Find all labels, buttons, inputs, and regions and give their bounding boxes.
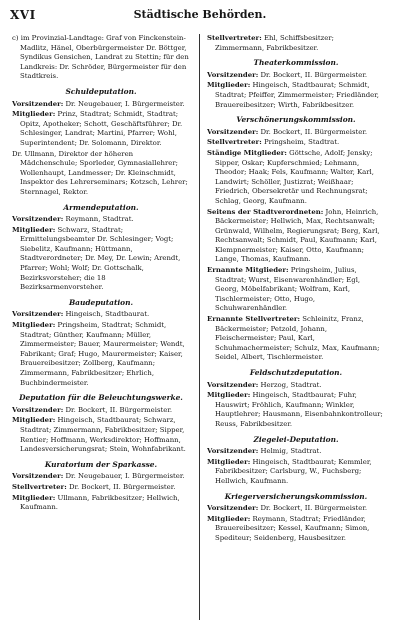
entry-label: Vorsitzender: xyxy=(207,70,259,79)
entry xyxy=(207,504,385,514)
entry xyxy=(207,149,385,207)
entry xyxy=(12,150,190,198)
running-title: Städtische Behörden. xyxy=(133,8,267,21)
entry-label: Vorsitzender: xyxy=(207,127,259,136)
entry-text: Dr. Bockert, II. Bürgermeister. xyxy=(260,504,368,513)
entry xyxy=(207,315,385,363)
entry-label: Mitglieder: xyxy=(12,493,56,502)
entry-label: Stellvertreter: xyxy=(207,34,262,42)
entry-text: Reymann, Stadtrat; Friedländer, Brauereibesitzer; Kessel, Kaufmann; Simon, Spediteur; Seidenberg, Hausbesitzer. xyxy=(215,514,370,542)
entry xyxy=(207,34,385,53)
entry xyxy=(12,100,190,110)
section-heading: Theaterkommission. xyxy=(253,58,339,68)
entry xyxy=(12,416,190,454)
entry-label: Vorsitzender: xyxy=(207,447,259,456)
entry-text: Pringsheim, Stadtrat; Schmidt, Stadtrat; Günther, Kaufmann; Müller, Zimmermeister; Bauer, Maurermeister; Wendt, Fabrikant; Graf; Hugo, Maurermeister; Kaiser, Brauereibesitzer; Zollberg, Kaufmann; Zimmermann, Fabrikbesitzer; Ehrlich, Buchbindermeister. xyxy=(20,321,185,387)
entry xyxy=(207,391,385,429)
entry-label: Vorsitzender: xyxy=(207,380,259,389)
entry xyxy=(12,406,190,416)
entry-text: Schwarz, Stadtrat; Ermittelungsbeamter Dr. Schlesinger; Vogt; Siebelitz, Kaufmann; Hüttmann, Stadtverordneter; Dr. Mey, Dr. Lewin; Arendt, Pfarrer; Wohl; Wolf; Dr. Gottschalk, Bezirksvorsteher; die 18 Bezirksarmenvorsteher. xyxy=(20,225,181,292)
entry-label: Mitglieder: xyxy=(12,416,56,425)
entry-label: Mitglieder: xyxy=(12,110,56,119)
section-heading: Kuratorium der Sparkasse. xyxy=(44,459,158,469)
entry-text: Dr. Neugebauer, I. Bürgermeister. xyxy=(65,99,185,108)
entry-label: Vorsitzender: xyxy=(12,215,64,224)
entry xyxy=(207,138,385,148)
entry-label: Mitglieder: xyxy=(12,321,56,330)
entry-label: Mitglieder: xyxy=(207,391,251,400)
entry xyxy=(207,81,385,110)
entry xyxy=(207,515,385,544)
entry-label: Vorsitzender: xyxy=(207,504,259,513)
entry-text: Pringsheim, Julius, Stadtrat; Wurst, Eisenwarenhändler; Egl, Georg, Möbelfabrikant; Wolfram, Karl, Tischlermeister; Otto, Hugo, Schuhwarenhändler. xyxy=(215,266,361,313)
entry-text: Hingeisch, Stadtbaurat; Schwarz, Stadtrat; Zimmermann, Fabrikbesitzer; Sipper, Rentier; Hoffmann, Werksdirektor; Hoffmann, Landesversicherungsrat; Stein, Wohnfabrikant. xyxy=(20,416,186,454)
page-number: XVI xyxy=(10,8,36,22)
entry xyxy=(12,483,190,493)
entry-text: Göttsche, Adolf; Jensky; Sipper, Oskar; Kupferschmied; Lehmann, Theodor; Haak; Fels, Kaufmann; Walter, Karl, Landwirt; Schöller, Justizrat; Weißhaar; Friedrich, Obersekretär und Rechnungsrat; Schlag, Georg, Kaufmann. xyxy=(215,148,374,205)
entry-label: Vorsitzender: xyxy=(12,310,64,319)
entry xyxy=(207,266,385,314)
section-heading: Deputation für die Beleuchtungswerke. xyxy=(19,393,183,403)
entry-text: Reymann, Stadtrat. xyxy=(65,215,134,224)
entry-text: Dr. Bockert, II. Bürgermeister. xyxy=(65,405,173,414)
section-heading: Kriegerversicherungskommission. xyxy=(224,491,368,501)
entry-label: Mitglieder: xyxy=(207,514,251,523)
entry-label: Stellvertreter: xyxy=(207,138,262,147)
entry-text: c) im Provinzial-Landtage: Graf von Finckenstein-Madlitz, Hänel, Oberbürgermeister Dr. Böttger, Syndikus Gensichen, Landrat zu Stettin; für den Landkreis: Dr. Schröder, Bürgermeister für den Stadtkreis. xyxy=(12,34,189,81)
entry xyxy=(207,381,385,391)
entry-text: Dr. Bockert, II. Bürgermeister. xyxy=(260,70,368,79)
entry-label: Ernannte Stellvertreter: xyxy=(207,315,301,324)
entry xyxy=(12,34,190,82)
entry-label: Vorsitzender: xyxy=(12,99,64,108)
entry-label: Vorsitzender: xyxy=(12,472,64,481)
entry-label: Ständige Mitglieder: xyxy=(207,148,287,157)
entry xyxy=(12,110,190,148)
entry xyxy=(12,472,190,482)
entry-text: Helmig, Stadtrat. xyxy=(260,447,322,456)
entry xyxy=(12,215,190,225)
column-divider xyxy=(199,34,200,620)
entry-text: Herzog, Stadtrat. xyxy=(260,380,322,389)
entry xyxy=(12,226,190,293)
entry-text: Prinz, Stadtrat; Schmidt, Stadtrat; Opitz, Apotheker; Schott, Geschäftsführer; Dr. Schlesinger, Landrat; Martini, Pfarrer; Wohl, Superintendent; Dr. Solomann, Direktor. xyxy=(20,110,183,147)
section-heading: Baudeputation. xyxy=(68,297,134,307)
entry xyxy=(207,447,385,457)
entry-text: Dr. Bockert, II. Bürgermeister. xyxy=(68,482,176,491)
entry xyxy=(207,208,385,266)
entry-text: Schleinitz, Franz, Bäckermeister; Petzold, Johann, Fleischermeister; Paul, Karl, Schuhmachermeister; Schulz, Max, Kaufmann; Seidel, Albert, Tischlermeister. xyxy=(215,315,380,362)
entry-text: Hingeisch, Stadtbaurat; Schmidt, Stadtrat; Pfeiffer, Zimmermeister; Friedländer, Brauereibesitzer; Wirth, Fabrikbesitzer. xyxy=(215,81,379,109)
entry xyxy=(12,310,190,320)
entry-text: Hingeisch, Stadtbaurat; Fuhr, Hauswirt; Fröhlich, Kaufmann; Winkler, Hauptlehrer; Hausmann, Eisenbahnkontrolleur; Reuss, Fabrikbesitzer. xyxy=(215,391,383,428)
entry-label: Mitglieder: xyxy=(207,81,251,90)
section-heading: Ziegelei-Deputation. xyxy=(253,434,339,444)
section-heading: Feldschutzdeputation. xyxy=(249,368,343,377)
entry-label: Stellvertreter: xyxy=(12,482,67,491)
entry-text: John, Heinrich, Bäckermeister; Hellwich, Max, Rechtsanwalt; Grünwald, Wilhelm, Regierungsrat; Berg, Karl, Rechtsanwalt; Schmidt, Paul, Kaufmann; Karl, Klempnermeister; Kaiser, Otto, Kaufmann; Lange, Thomas, Kaufmann. xyxy=(215,207,380,264)
entry-text: Pringsheim, Stadtrat. xyxy=(263,138,340,147)
entry-text: Ullmann, Fabrikbesitzer; Hellwich, Kaufmann. xyxy=(20,493,180,512)
entry-label: Vorsitzender: xyxy=(12,405,64,414)
entry xyxy=(207,71,385,81)
entry-text: Hingeisch, Stadtbaurat. xyxy=(65,310,150,319)
entry-label: Mitglieder: xyxy=(207,457,251,466)
section-heading: Verschönerungskommission. xyxy=(236,115,356,125)
entry xyxy=(12,321,190,388)
entry-text: Dr. Bockert, II. Bürgermeister. xyxy=(260,127,368,136)
section-heading: Schuldeputation. xyxy=(65,86,137,96)
section-heading: Armendeputation. xyxy=(63,202,139,212)
entry-text: Ehl, Schiffsbesitzer; Zimmermann, Fabrikbesitzer. xyxy=(215,34,334,52)
entry-label: Mitglieder: xyxy=(12,225,56,234)
entry xyxy=(207,128,385,138)
entry-text: Dr. Ullmann, Direktor der höheren Mädchenschule; Sporleder, Gymnasiallehrer; Wollenhaupt, Landmesser; Dr. Kleinschmidt, Inspektor des Lehrerseminars; Kotzsch, Lehrer; Sternnagel, Rektor. xyxy=(12,149,188,196)
left-column xyxy=(12,34,190,622)
entry xyxy=(207,458,385,487)
right-column xyxy=(207,34,385,622)
entry-text: Hingeisch, Stadtbaurat; Kemmler, Fabrikbesitzer; Carlsburg, W., Fuchsberg; Hellwich, Kaufmann. xyxy=(215,457,372,485)
entry-label: Seitens der Stadtverordneten: xyxy=(207,207,324,216)
entry xyxy=(12,494,190,513)
entry-text: Dr. Neugebauer, I. Bürgermeister. xyxy=(65,472,185,481)
entry-label: Ernannte Mitglieder: xyxy=(207,266,289,275)
page-header xyxy=(10,8,390,24)
